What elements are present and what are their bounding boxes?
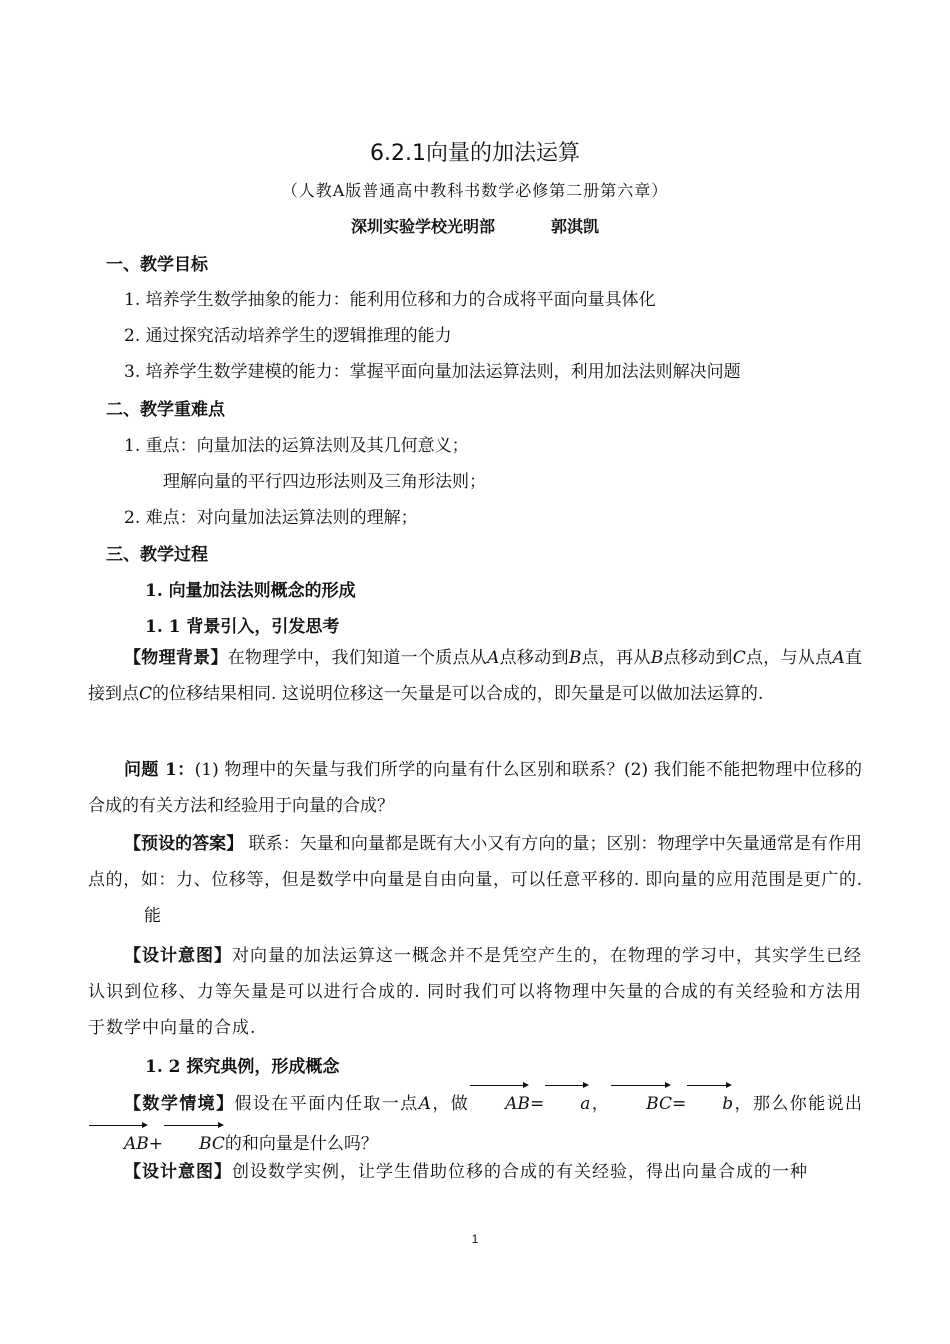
physics-background-paragraph: 【物理背景】在物理学中，我们知道一个质点从A点移动到B点，再从B点移动到C点，与从点A直接到点C的位移结果相同. 这说明位移这一矢量是可以合成的，即矢量是可以做加法运算的. [88, 648, 863, 704]
design-intent-paragraph: 【设计意图】创设数学实例，让学生借助位移的合成的有关经验，得出向量合成的一种 [124, 1162, 808, 1182]
keypoint-item: 理解向量的平行四边形法则及三角形法则； [163, 472, 486, 492]
document-title: 6.2.1向量的加法运算 [370, 141, 580, 166]
objective-item: 3. 培养学生数学建模的能力：掌握平面向量加法运算法则，利用加法法则解决问题 [124, 362, 741, 382]
vector-a: a [544, 1082, 590, 1122]
paragraph-label: 【设计意图】 [124, 1162, 232, 1182]
section-heading-objectives: 一、教学目标 [106, 255, 208, 275]
paragraph-label: 【数学情境】 [124, 1094, 235, 1114]
author-name: 郭淇凯 [551, 217, 600, 236]
paragraph-label: 【设计意图】 [124, 946, 232, 966]
vector-ab: AB [469, 1082, 530, 1122]
subsection-heading: 1. 2 探究典例，形成概念 [145, 1057, 340, 1077]
vector-bc: BC [610, 1082, 672, 1122]
preset-answer-paragraph: 【预设的答案】 联系：矢量和向量都是既有大小又有方向的量；区别：物理学中矢量通常是有作用点的，如：力、位移等，但是数学中向量是自由向量，可以任意平移的. 即向量的应用范围是更广的.能 [88, 834, 863, 926]
objective-item: 1. 培养学生数学抽象的能力：能利用位移和力的合成将平面向量具体化 [124, 290, 656, 310]
vector-ab: AB [88, 1122, 149, 1162]
question-1-paragraph: 问题 1：(1) 物理中的矢量与我们所学的向量有什么区别和联系？(2) 我们能不能把物理中位移的合成的有关方法和经验用于向量的合成？ [88, 760, 863, 816]
page-number: 1 [471, 1232, 479, 1246]
vector-b: b [686, 1082, 733, 1122]
math-context-paragraph: 【数学情境】假设在平面内任取一点A，做 AB= a， BC= b，那么你能说出AB+ BC的和向量是什么吗？ [88, 1082, 862, 1162]
objective-item: 2. 通过探究活动培养学生的逻辑推理的能力 [124, 326, 452, 346]
subsection-heading: 1. 1 背景引入，引发思考 [145, 617, 340, 637]
document-subtitle: （人教A版普通高中教科书数学必修第二册第六章） [281, 181, 669, 200]
section-heading-keypoints: 二、教学重难点 [106, 400, 225, 420]
vector-bc: BC [163, 1122, 225, 1162]
design-intent-paragraph: 【设计意图】对向量的加法运算这一概念并不是凭空产生的，在物理的学习中，其实学生已经认识到位移、力等矢量是可以进行合成的. 同时我们可以将物理中矢量的合成的有关经验和方法用于数学中向量的合成. [88, 946, 862, 1038]
keypoint-item: 2. 难点：对向量加法运算法则的理解； [124, 508, 418, 528]
section-heading-process: 三、教学过程 [106, 545, 208, 565]
paragraph-label: 问题 1： [124, 760, 195, 780]
subsection-heading: 1. 向量加法法则概念的形成 [145, 581, 356, 601]
paragraph-label: 【物理背景】 [124, 648, 228, 668]
keypoint-item: 1. 重点：向量加法的运算法则及其几何意义； [124, 436, 469, 456]
school-name: 深圳实验学校光明部 [350, 217, 495, 236]
paragraph-label: 【预设的答案】 [124, 834, 244, 854]
author-line [0, 214, 950, 237]
